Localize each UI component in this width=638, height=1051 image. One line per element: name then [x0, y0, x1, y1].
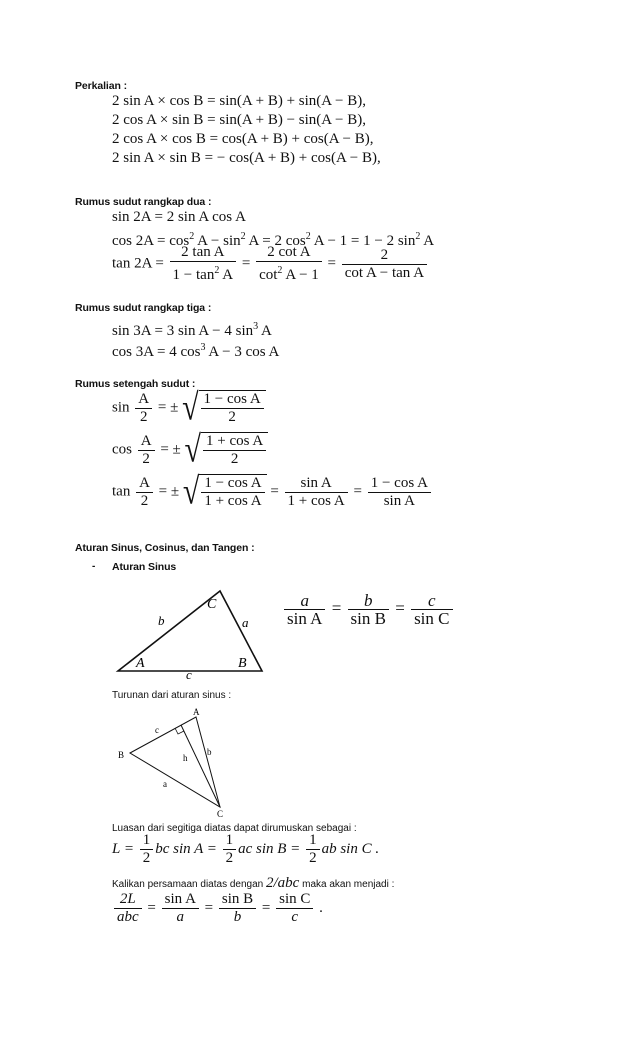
text-kalikan: Kalikan persamaan diatas dengan 2/abc maka akan menjadi : — [112, 875, 395, 891]
label2-vertex-b: B — [118, 750, 125, 760]
formula-cos-half: cos $\frac{A}{2}$ = ± √ $\frac{\text{1 + cos A}}{2}$ — [112, 432, 268, 468]
formula-cos3a: cos 3A = 4 $\cos^3 A - 3$ cos A — [112, 342, 280, 360]
heading-rangkap-tiga: Rumus sudut rangkap tiga : — [75, 302, 212, 314]
heading-aturan: Aturan Sinus, Cosinus, dan Tangen : — [75, 542, 255, 554]
formula-tan2a: tan 2A = $\frac{\text{2 tan A}}{1 - \tan^2 A}$ = $\frac{\text{2 cot A}}{\cot^2 A - 1}$ = $\frac{2}{\text{cot A − tan A}}$ — [112, 244, 429, 284]
label2-height-h: h — [183, 753, 188, 763]
label-side-b: b — [158, 613, 165, 628]
label-vertex-c: C — [207, 597, 217, 612]
label-vertex-b: B — [238, 656, 247, 671]
triangle-derivation-diagram — [115, 705, 235, 820]
formula-perkalian-2: 2 cos A × sin B = sin(A + B) − sin(A − B), — [112, 112, 366, 128]
label2-side-c: c — [155, 725, 159, 735]
label2-side-b: b — [207, 747, 212, 757]
formula-tan-half: tan $\frac{A}{2}$ = ± √ $\frac{\text{1 − cos A}}{\text{1 + cos A}}$ = $\frac{\text{sin A}}{\text{1 + cos A}}$ = $\frac{\text{1 − cos A}}{\text{sin A}}$ — [112, 474, 433, 510]
formula-perkalian-1: 2 sin A × cos B = sin(A + B) + sin(A − B), — [112, 93, 366, 109]
label-side-a: a — [242, 615, 249, 630]
formula-perkalian-4: 2 sin A × sin B = − cos(A + B) + cos(A − B), — [112, 150, 381, 166]
label2-vertex-c: C — [217, 809, 224, 819]
formula-final: $\frac{2L}{\text{abc}}$ = $\frac{\text{sin A}}{a}$ = $\frac{\text{sin B}}{b}$ = $\frac{\text{sin C}}{c}$ . — [112, 891, 323, 926]
formula-sin3a: sin 3A = 3 sin A − 4 $\sin^3 A$ — [112, 321, 272, 339]
label2-side-a: a — [163, 779, 167, 789]
heading-setengah-sudut: Rumus setengah sudut : — [75, 378, 196, 390]
text-turunan: Turunan dari aturan sinus : — [112, 690, 232, 701]
formula-sin2a: sin 2A = 2 sin A cos A — [112, 209, 246, 225]
text-luas: Luasan dari segitiga diatas dapat dirumuskan sebagai : — [112, 823, 357, 834]
bullet-dash: - — [92, 561, 96, 572]
label-vertex-a: A — [136, 656, 145, 671]
formula-law-of-sines: $\frac{a}{\text{sin A}}$ = $\frac{b}{\text{sin B}}$ = $\frac{c}{\text{sin C}}$ — [282, 592, 455, 627]
formula-cos2a: $\cos 2A = \cos^2 A - \sin^2 A = 2$ $\cos^2 A - 1 = 1 - 2$ $\sin^2 A$ — [112, 231, 435, 249]
altitude-h — [181, 725, 220, 807]
heading-perkalian: Perkalian : — [75, 80, 128, 92]
formula-perkalian-3: 2 cos A × cos B = cos(A + B) + cos(A − B), — [112, 131, 374, 147]
subheading-aturan-sinus: Aturan Sinus — [112, 561, 177, 573]
triangle2-shape — [130, 717, 220, 807]
heading-rangkap-dua: Rumus sudut rangkap dua : — [75, 196, 212, 208]
formula-sin-half: sin $\frac{A}{2}$ = ± √ $\frac{\text{1 − cos A}}{2}$ — [112, 390, 266, 426]
label2-vertex-a: A — [193, 707, 200, 717]
triangle-diagram — [110, 585, 270, 680]
formula-luas: L = $\frac{1}{2}$ bc sin A = $\frac{1}{2}$ ac sin B = $\frac{1}{2}$ ab sin C . — [112, 832, 380, 866]
label-side-c: c — [186, 667, 192, 680]
